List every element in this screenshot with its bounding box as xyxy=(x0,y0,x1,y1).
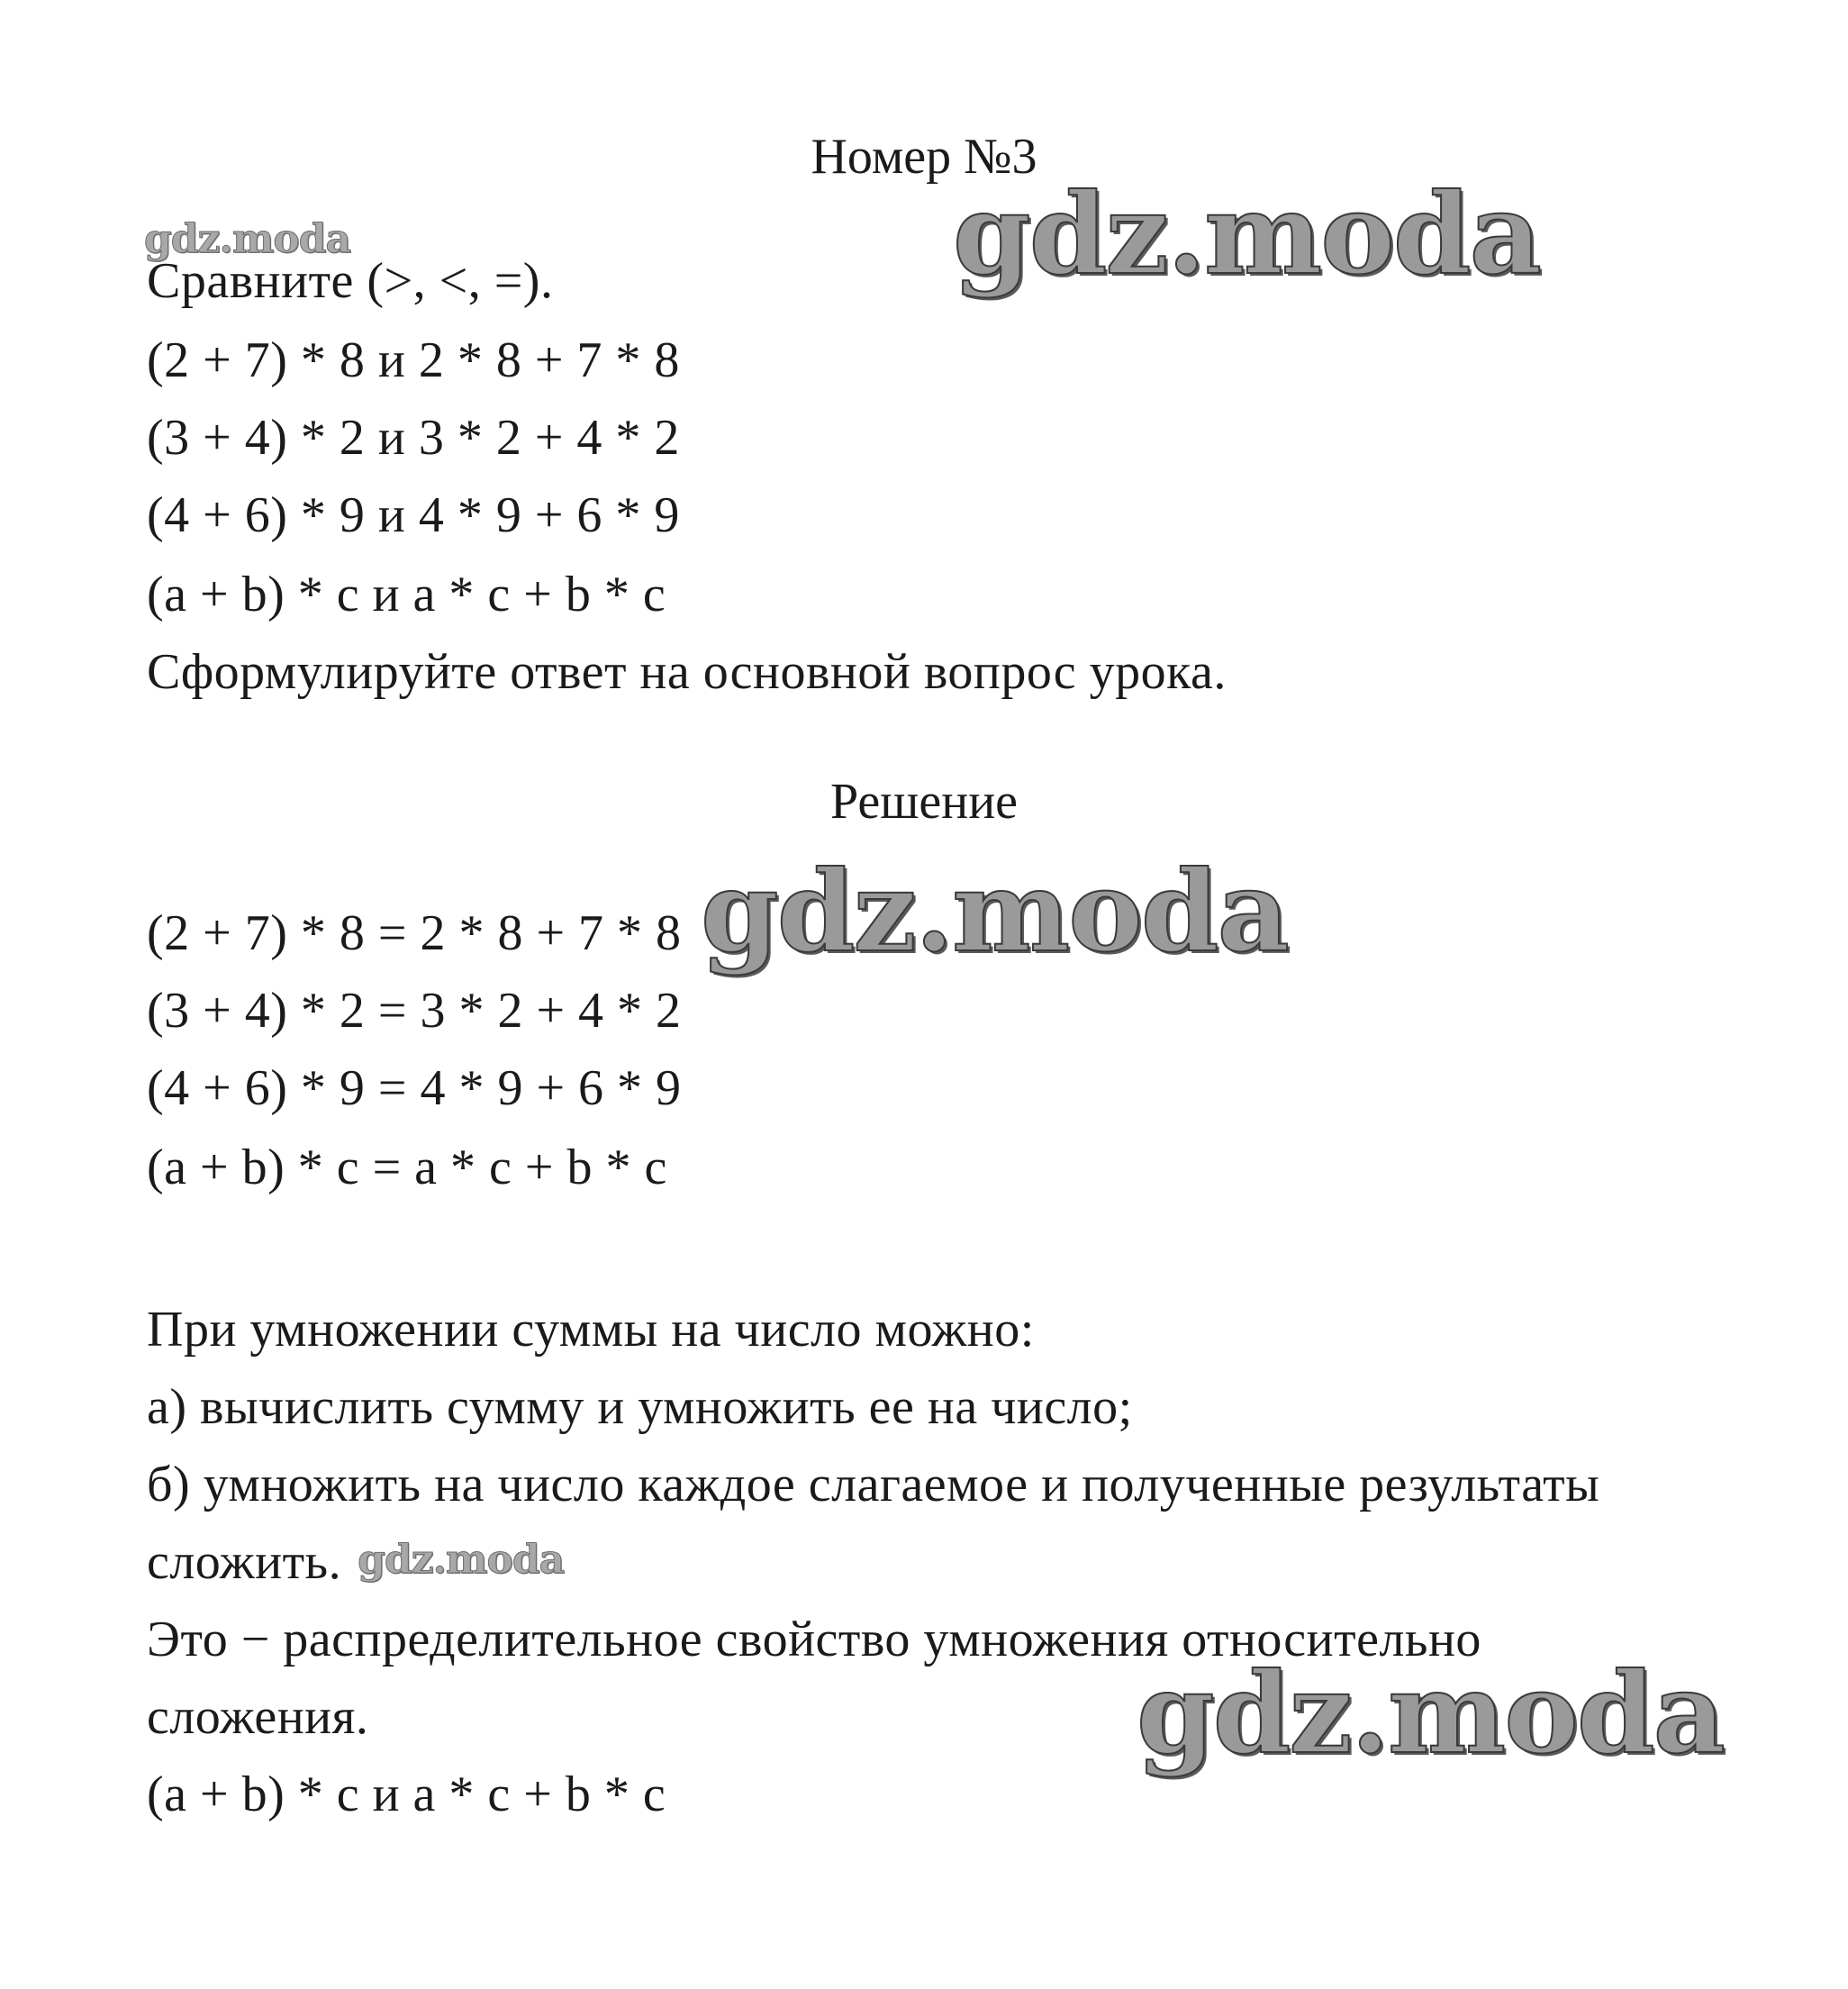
task-question: Сформулируйте ответ на основной вопрос урока. xyxy=(147,644,1227,700)
rule-b-line-1: б) умножить на число каждое слагаемое и полученные результаты xyxy=(147,1457,1600,1512)
conclusion-line-2: сложения. xyxy=(147,1689,369,1745)
task-expression-1: (2 + 7) * 8 и 2 * 8 + 7 * 8 xyxy=(147,332,680,388)
rule-a: а) вычислить сумму и умножить ее на число; xyxy=(147,1379,1133,1435)
watermark-large-middle: gdz.moda xyxy=(701,847,1288,977)
watermark-large-bottom: gdz.moda xyxy=(1137,1648,1724,1779)
solution-result-1: (2 + 7) * 8 = 2 * 8 + 7 * 8 xyxy=(147,905,682,961)
page-title: Номер №3 xyxy=(811,129,1037,185)
solution-result-2: (3 + 4) * 2 = 3 * 2 + 4 * 2 xyxy=(147,983,682,1039)
conclusion-line-1: Это − распределительное свойство умножения относительно xyxy=(147,1612,1481,1667)
task-expression-3: (4 + 6) * 9 и 4 * 9 + 6 * 9 xyxy=(147,487,680,543)
task-expression-2: (3 + 4) * 2 и 3 * 2 + 4 * 2 xyxy=(147,410,680,466)
task-expression-4: (a + b) * c и a * c + b * c xyxy=(147,567,666,622)
solution-heading: Решение xyxy=(829,774,1019,830)
final-expression: (a + b) * c и a * c + b * c xyxy=(147,1766,666,1822)
watermark-large-top: gdz.moda xyxy=(953,169,1540,300)
task-instruction: Сравните (>, <, =). xyxy=(147,253,554,309)
rule-intro: При умножении суммы на число можно: xyxy=(147,1302,1035,1358)
solution-result-3: (4 + 6) * 9 = 4 * 9 + 6 * 9 xyxy=(147,1060,682,1116)
solution-result-4: (a + b) * c = a * c + b * c xyxy=(147,1140,667,1195)
watermark-small-top: gdz.moda xyxy=(144,216,351,262)
rule-b-line-2-wrapper xyxy=(147,1533,564,1591)
watermark-small-inline: gdz.moda xyxy=(358,1537,565,1583)
rule-b-line-2: сложить. xyxy=(147,1534,342,1590)
